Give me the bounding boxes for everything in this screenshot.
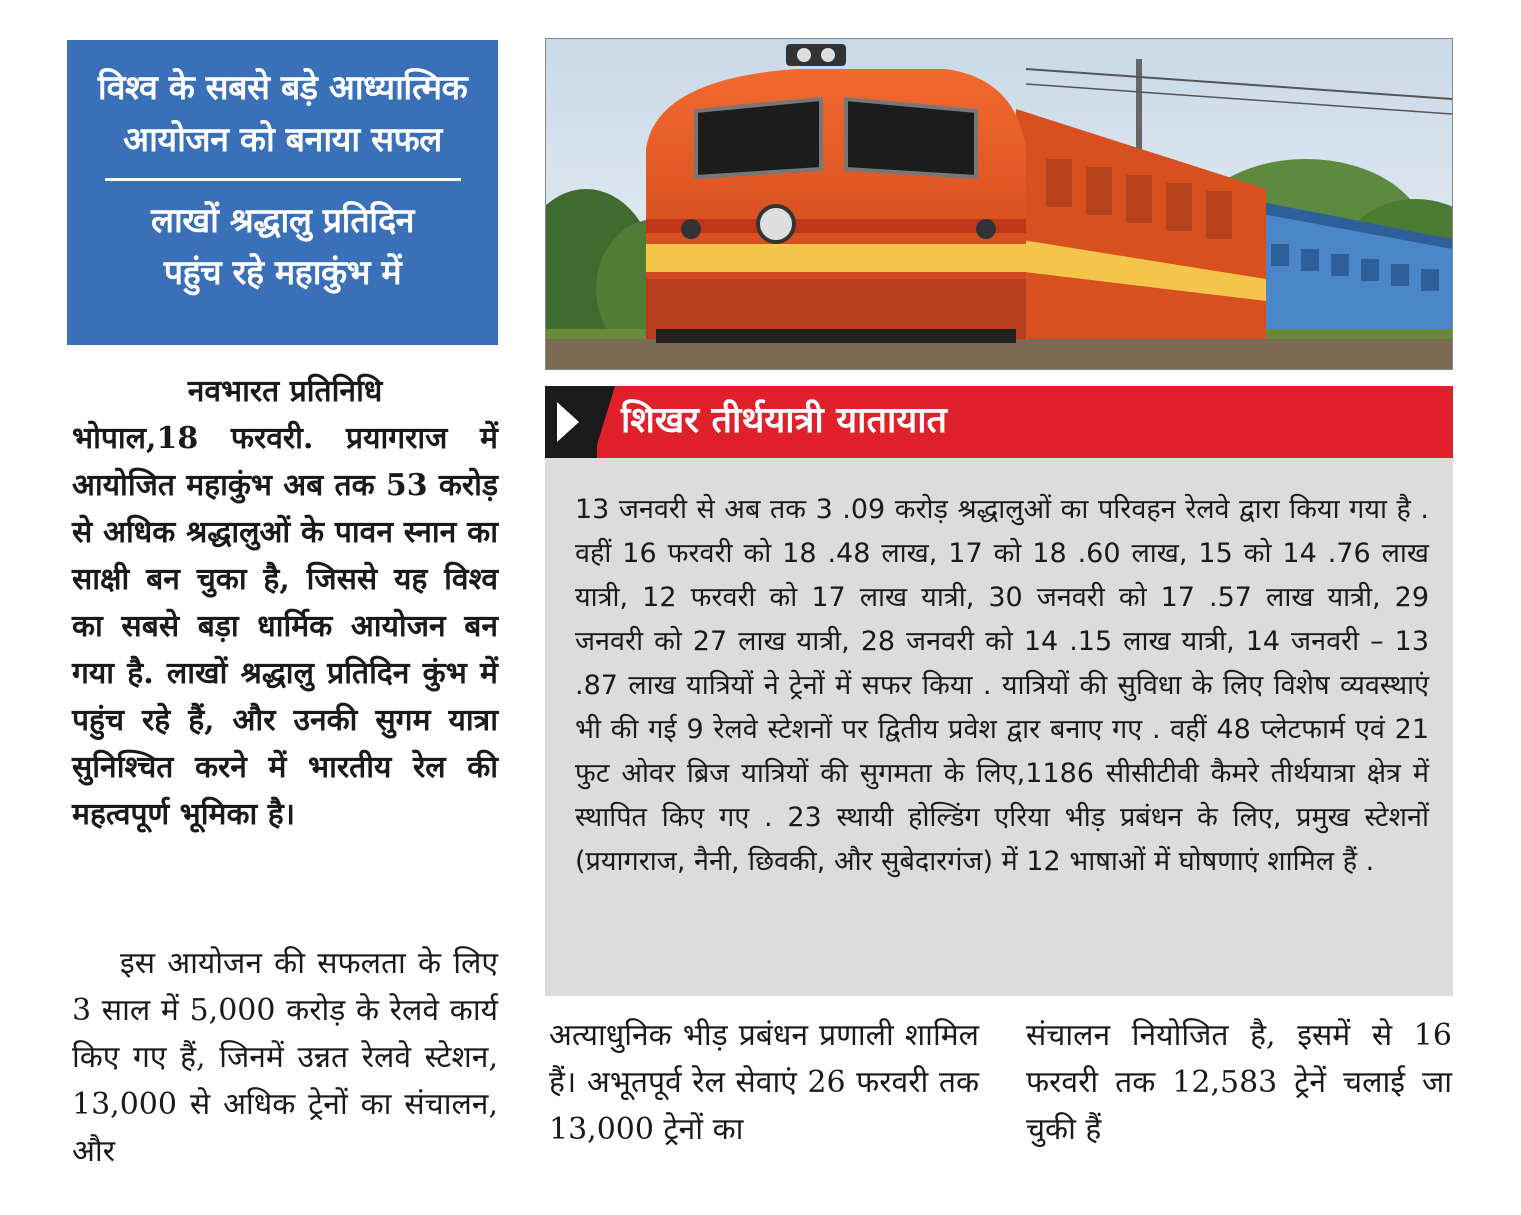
info-box-text: 13 जनवरी से अब तक 3 .09 करोड़ श्रद्धालुओं का परिवहन रेलवे द्वारा किया गया है . वहीं 16 फरवरी को 18 .48 लाख, 17 को 18 .60 लाख, 15 को 14 .76 लाख यात्री, 12 फरवरी को 17 लाख यात्री, 30 जनवरी को 17 .57 लाख यात्री, 29 जनवरी को 27 लाख यात्री, 28 जनवरी को 14 .15 लाख यात्री, 14 जनवरी – 13 .87 लाख यात्रियों ने ट्रेनों में सफर किया . यात्रियों की सुविधा के लिए विशेष व्यवस्थाएं भी की गई 9 रेलवे स्टेशनों पर द्वितीय प्रवेश द्वार बनाए गए . वहीं 48 प्लेटफार्म एवं 21 फुट ओवर ब्रिज यात्रियों की सुगमता के लिए,1186 सीसीटीवी कैमरे तीर्थयात्रा क्षेत्र में स्थापित किए गए . 23 स्थायी होल्डिंग एरिया भीड़ प्रबंधन के लिए, प्रमुख स्टेशनों (प्रयागराज, नैनी, छिवकी, और सुबेदारगंज) में 12 भाषाओं में घोषणाएं शामिल हैं . (575, 494, 1429, 877)
article-continuation-right: संचालन नियोजित है, इसमें से 16 फरवरी तक 12,583 ट्रेनें चलाई जा चुकी हैं (1026, 1018, 1452, 1147)
article-continuation-middle: अत्याधुनिक भीड़ प्रबंधन प्रणाली शामिल हैं। अभूतपूर्व रेल सेवाएं 26 फरवरी तक 13,000 ट्रेनों का (549, 1018, 979, 1147)
headline-line-2: आयोजन को बनाया सफल (123, 120, 442, 160)
train-illustration (546, 39, 1452, 369)
byline: नवभारत प्रतिनिधि (187, 374, 383, 409)
article-lead: भोपाल,18 फरवरी. प्रयागराज में आयोजित महाकुंभ अब तक 53 करोड़ से अधिक श्रद्धालुओं के पावन स्नान का साक्षी बन चुका है, जिससे यह विश्व का सबसे बड़ा धार्मिक आयोजन बन गया है. लाखों श्रद्धालु प्रतिदिन कुंभ में पहुंच रहे हैं, और उनकी सुगम यात्रा सुनिश्चित करने में भारतीय रेल की महत्वपूर्ण भूमिका है। (72, 421, 498, 832)
train-photo (545, 38, 1453, 370)
subheadline-line-2: पहुंच रहे महाकुंभ में (163, 253, 402, 293)
headline-line-1: विश्व के सबसे बड़े आध्यात्मिक (97, 68, 468, 108)
headline-divider (105, 178, 461, 181)
section-marker-slant (593, 386, 615, 458)
section-heading-bar (545, 386, 1453, 458)
section-title: शिखर तीर्थयात्री यातायात (621, 400, 948, 441)
info-box (545, 458, 1453, 996)
headline-box (67, 40, 498, 345)
play-triangle-icon (557, 402, 579, 442)
article-paragraph: इस आयोजन की सफलता के लिए 3 साल में 5,000 करोड़ के रेलवे कार्य किए गए हैं, जिनमें उन्नत रेलवे स्टेशन, 13,000 से अधिक ट्रेनों का संचालन, और (72, 946, 498, 1169)
subheadline-line-1: लाखों श्रद्धालु प्रतिदिन (150, 201, 414, 241)
